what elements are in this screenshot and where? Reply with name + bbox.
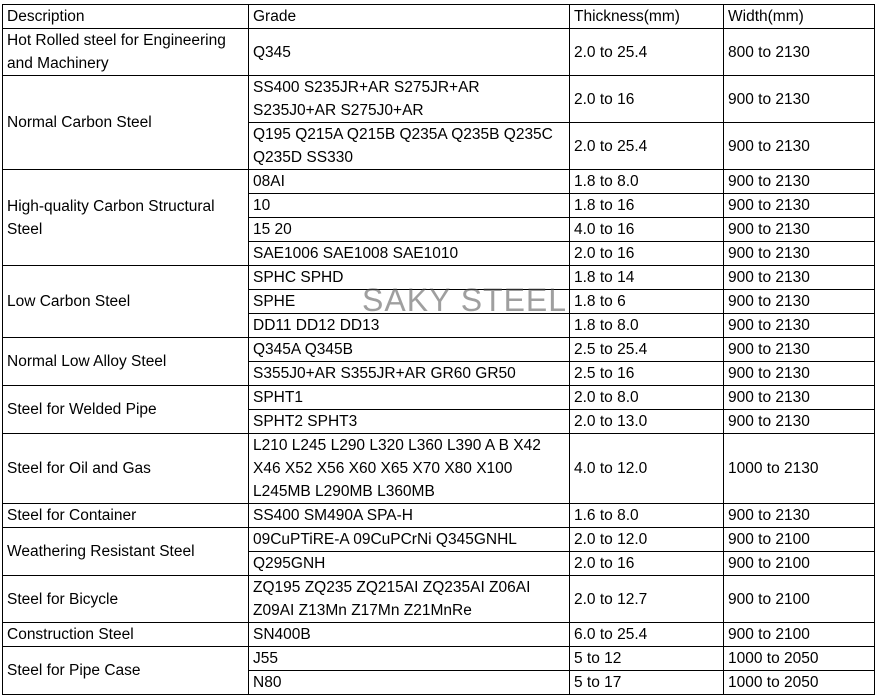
table-row — [3, 434, 875, 504]
grade-cell: SPHE — [249, 290, 570, 314]
grade-cell: J55 — [249, 647, 570, 671]
thickness-cell: 2.0 to 16 — [570, 242, 724, 266]
thickness-cell: 2.5 to 25.4 — [570, 338, 724, 362]
thickness-cell: 5 to 12 — [570, 647, 724, 671]
table-body — [3, 29, 875, 695]
description-cell: Steel for Welded Pipe — [3, 386, 249, 434]
grade-cell: SAE1006 SAE1008 SAE1010 — [249, 242, 570, 266]
thickness-cell: 1.8 to 6 — [570, 290, 724, 314]
description-cell: High-quality Carbon Structural Steel — [3, 170, 249, 266]
width-cell: 900 to 2100 — [724, 576, 875, 623]
grade-cell: Q345 — [249, 29, 570, 76]
width-cell: 900 to 2130 — [724, 504, 875, 528]
grade-cell: ZQ195 ZQ235 ZQ215AI ZQ235AI Z06AI Z09AI Z13Mn Z17Mn Z21MnRe — [249, 576, 570, 623]
width-cell: 900 to 2130 — [724, 290, 875, 314]
table-row — [3, 386, 875, 410]
table-row — [3, 170, 875, 194]
grade-cell: 10 — [249, 194, 570, 218]
table-row — [3, 76, 875, 123]
width-cell: 900 to 2130 — [724, 410, 875, 434]
description-cell: Hot Rolled steel for Engineering and Machinery — [3, 29, 249, 76]
grade-cell: SPHT2 SPHT3 — [249, 410, 570, 434]
table-row — [3, 266, 875, 290]
description-cell: Low Carbon Steel — [3, 266, 249, 338]
grade-cell: SS400 S235JR+AR S275JR+AR S235J0+AR S275J0+AR — [249, 76, 570, 123]
header-grade: Grade — [249, 5, 570, 29]
thickness-cell: 2.0 to 16 — [570, 76, 724, 123]
width-cell: 1000 to 2130 — [724, 434, 875, 504]
thickness-cell: 2.0 to 16 — [570, 552, 724, 576]
watermark: SAKY STEEL — [362, 282, 568, 318]
thickness-cell: 1.8 to 8.0 — [570, 170, 724, 194]
description-cell: Steel for Oil and Gas — [3, 434, 249, 504]
thickness-cell: 1.8 to 8.0 — [570, 314, 724, 338]
description-cell: Normal Low Alloy Steel — [3, 338, 249, 386]
description-cell: Steel for Bicycle — [3, 576, 249, 623]
width-cell: 900 to 2130 — [724, 314, 875, 338]
table-row — [3, 623, 875, 647]
thickness-cell: 5 to 17 — [570, 671, 724, 695]
width-cell: 900 to 2130 — [724, 170, 875, 194]
width-cell: 900 to 2130 — [724, 76, 875, 123]
table-row — [3, 647, 875, 671]
table-row — [3, 338, 875, 362]
description-cell: Weathering Resistant Steel — [3, 528, 249, 576]
thickness-cell: 2.0 to 13.0 — [570, 410, 724, 434]
thickness-cell: 1.8 to 16 — [570, 194, 724, 218]
header-thickness: Thickness(mm) — [570, 5, 724, 29]
thickness-cell: 2.5 to 16 — [570, 362, 724, 386]
grade-cell: 08AI — [249, 170, 570, 194]
grade-cell: Q345A Q345B — [249, 338, 570, 362]
description-cell: Steel for Container — [3, 504, 249, 528]
grade-cell: N80 — [249, 671, 570, 695]
thickness-cell: 1.6 to 8.0 — [570, 504, 724, 528]
header-row — [3, 5, 875, 29]
description-cell: Normal Carbon Steel — [3, 76, 249, 170]
width-cell: 1000 to 2050 — [724, 647, 875, 671]
grade-cell: Q295GNH — [249, 552, 570, 576]
grade-cell: DD11 DD12 DD13 — [249, 314, 570, 338]
width-cell: 900 to 2100 — [724, 623, 875, 647]
thickness-cell: 2.0 to 8.0 — [570, 386, 724, 410]
table-row — [3, 504, 875, 528]
grade-cell: 15 20 — [249, 218, 570, 242]
thickness-cell: 2.0 to 25.4 — [570, 123, 724, 170]
grade-cell: SPHT1 — [249, 386, 570, 410]
table-row — [3, 29, 875, 76]
grade-cell: L210 L245 L290 L320 L360 L390 A B X42 X46 X52 X56 X60 X65 X70 X80 X100 L245MB L290MB L360MB — [249, 434, 570, 504]
table-row — [3, 576, 875, 623]
grade-cell: Q195 Q215A Q215B Q235A Q235B Q235C Q235D SS330 — [249, 123, 570, 170]
grade-cell: 09CuPTiRE-A 09CuPCrNi Q345GNHL — [249, 528, 570, 552]
thickness-cell: 2.0 to 25.4 — [570, 29, 724, 76]
width-cell: 900 to 2130 — [724, 338, 875, 362]
grade-cell: SS400 SM490A SPA-H — [249, 504, 570, 528]
description-cell: Construction Steel — [3, 623, 249, 647]
width-cell: 1000 to 2050 — [724, 671, 875, 695]
width-cell: 900 to 2130 — [724, 266, 875, 290]
width-cell: 900 to 2100 — [724, 552, 875, 576]
width-cell: 900 to 2130 — [724, 242, 875, 266]
width-cell: 900 to 2130 — [724, 218, 875, 242]
steel-grade-table — [2, 4, 875, 695]
width-cell: 900 to 2130 — [724, 194, 875, 218]
width-cell: 900 to 2130 — [724, 123, 875, 170]
thickness-cell: 2.0 to 12.0 — [570, 528, 724, 552]
header-width: Width(mm) — [724, 5, 875, 29]
width-cell: 900 to 2100 — [724, 528, 875, 552]
table-row — [3, 528, 875, 552]
description-cell: Steel for Pipe Case — [3, 647, 249, 695]
thickness-cell: 2.0 to 12.7 — [570, 576, 724, 623]
header-description: Description — [3, 5, 249, 29]
grade-cell: SPHC SPHD — [249, 266, 570, 290]
grade-cell: S355J0+AR S355JR+AR GR60 GR50 — [249, 362, 570, 386]
thickness-cell: 1.8 to 14 — [570, 266, 724, 290]
grade-cell: SN400B — [249, 623, 570, 647]
width-cell: 800 to 2130 — [724, 29, 875, 76]
width-cell: 900 to 2130 — [724, 386, 875, 410]
thickness-cell: 6.0 to 25.4 — [570, 623, 724, 647]
width-cell: 900 to 2130 — [724, 362, 875, 386]
thickness-cell: 4.0 to 12.0 — [570, 434, 724, 504]
thickness-cell: 4.0 to 16 — [570, 218, 724, 242]
